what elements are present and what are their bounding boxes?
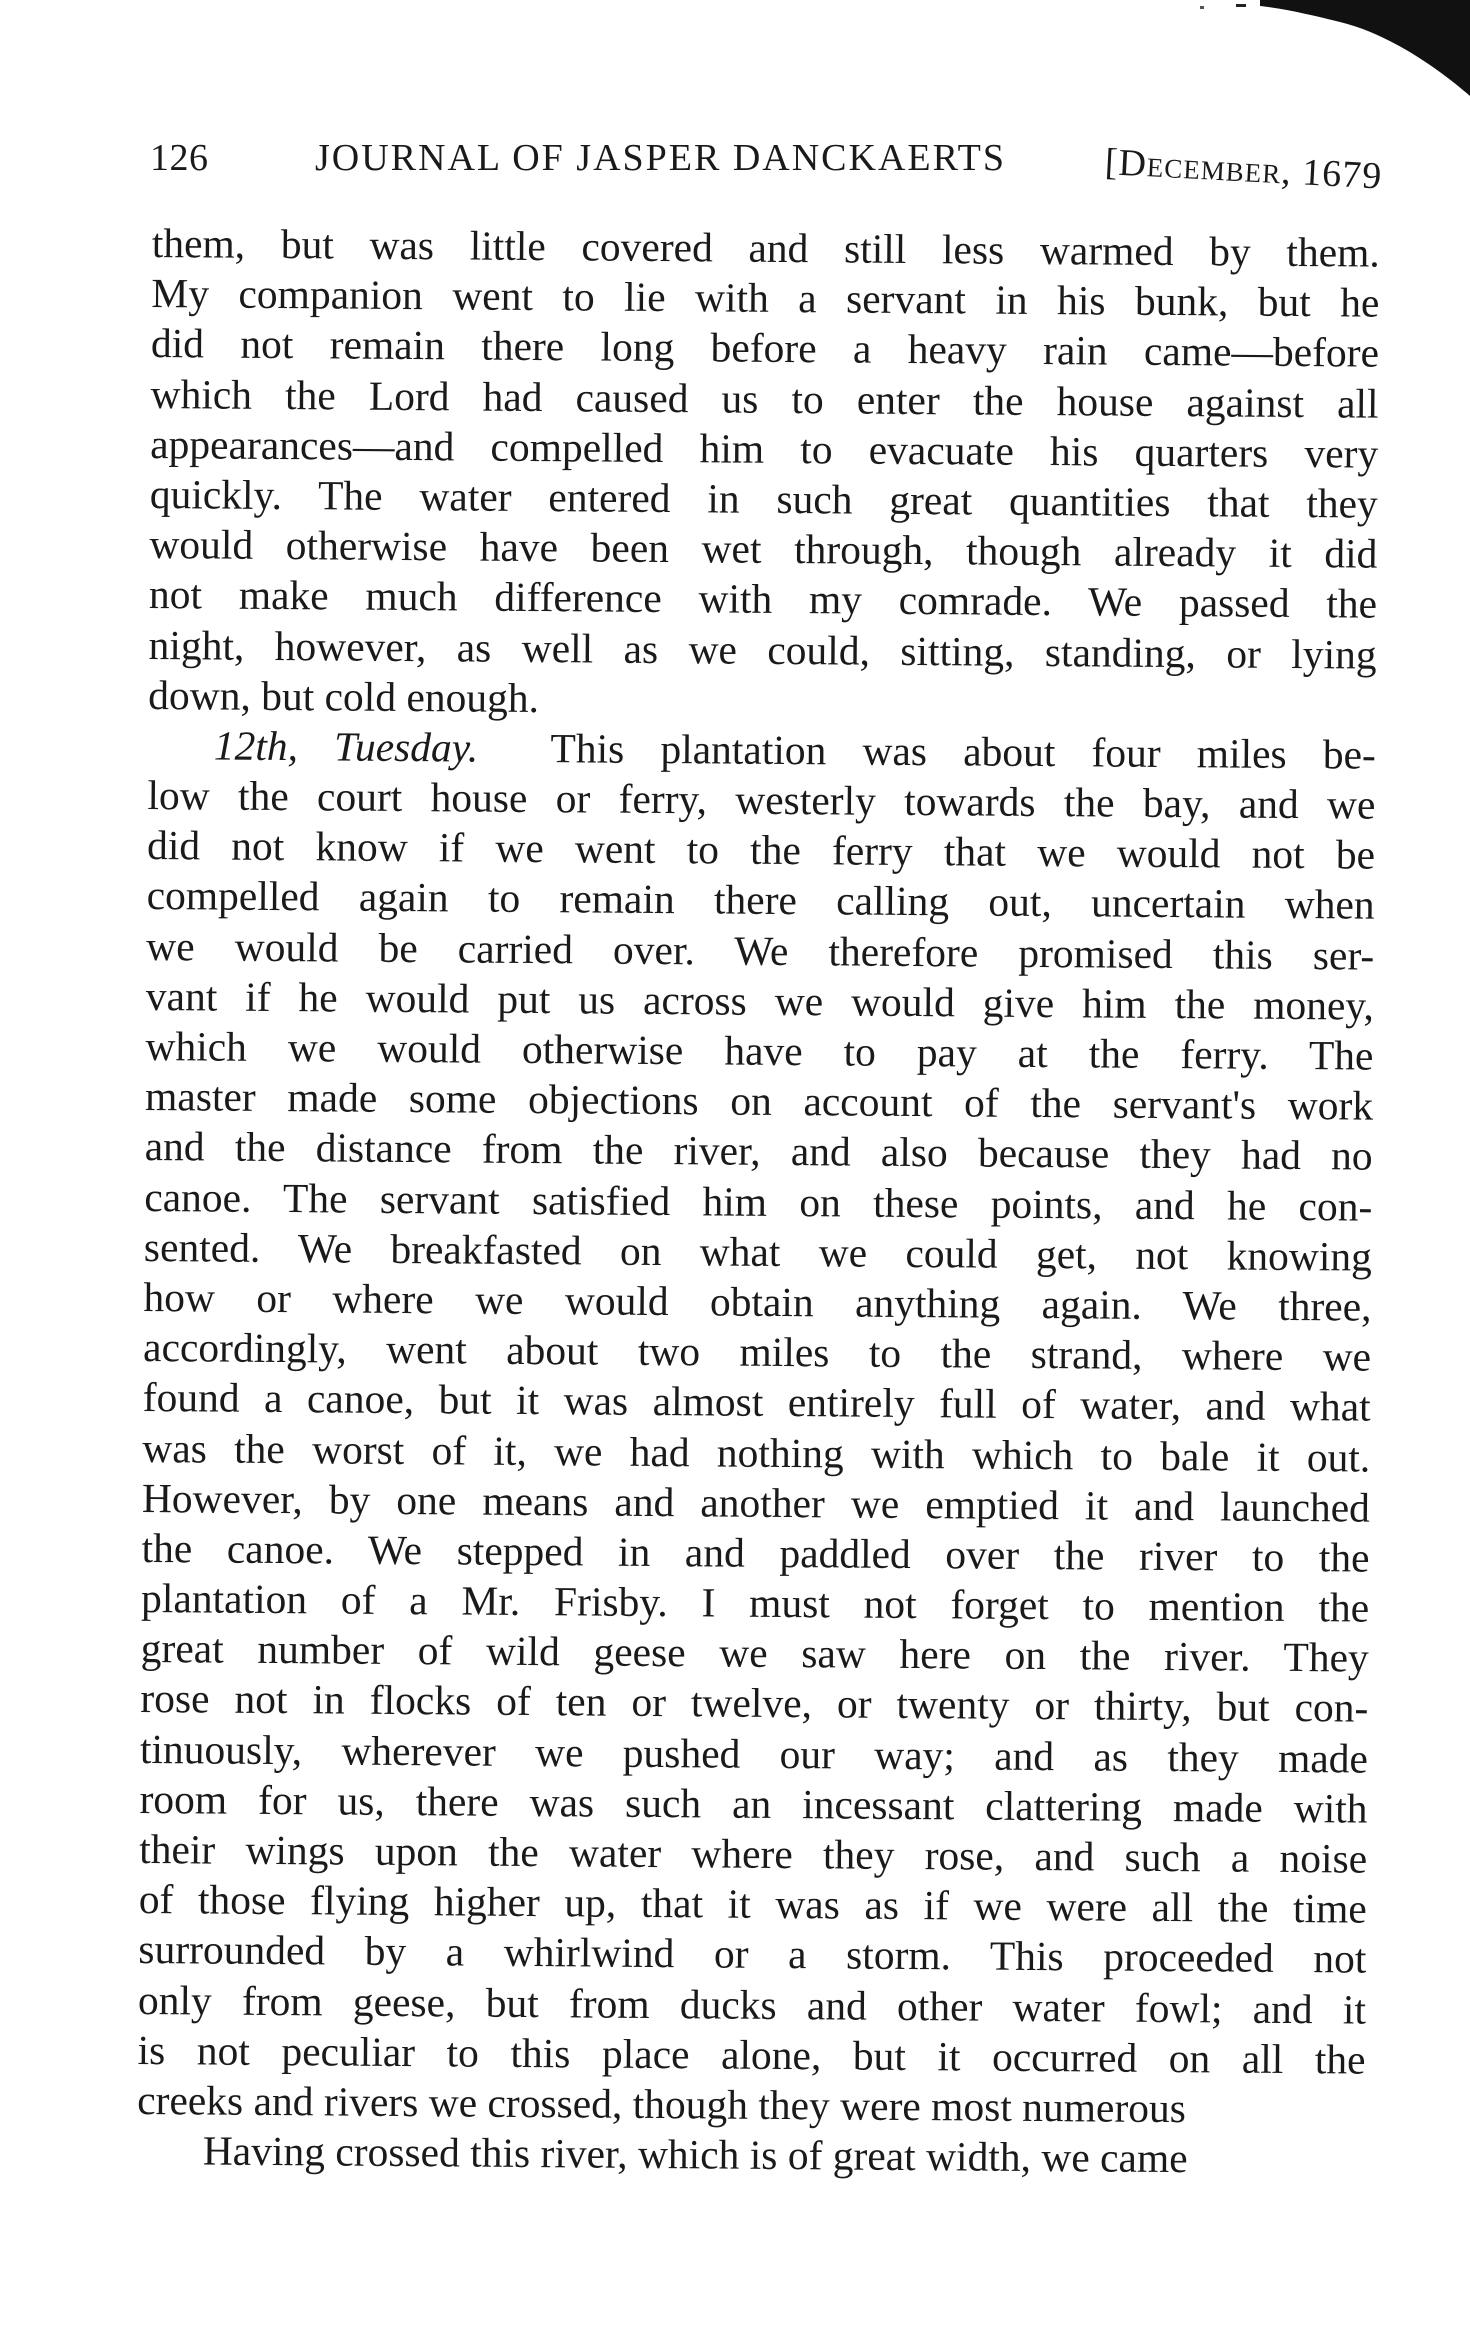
text-line: was the worst of it, we had nothing with which to bale it out.	[142, 1424, 1371, 1481]
paragraph-start-line: Having crossed this river, which is of great width, we came	[202, 2127, 1188, 2182]
text-line: their wings upon the water where they rose, and such a noise	[139, 1825, 1368, 1882]
header-date: [December, 1679	[1103, 141, 1384, 198]
text-line: tinuously, wherever we pushed our way; and as they made	[139, 1725, 1369, 1782]
text-line: did not know if we went to the ferry that we would not be	[146, 822, 1376, 878]
text-line: plantation of a Mr. Frisby. I must not forget to mention the	[140, 1575, 1370, 1631]
text-line: how or where we would obtain anything again. We three,	[143, 1273, 1372, 1330]
text-line: master made some objections on account of the servant's work	[144, 1073, 1374, 1129]
text-line: sented. We breakfasted on what we could get, not knowing	[143, 1223, 1373, 1280]
text-line: which we would otherwise have to pay at the ferry. The	[145, 1022, 1374, 1079]
page-number: 126	[150, 137, 209, 179]
text-line: and the distance from the river, and also because they had no	[144, 1123, 1373, 1179]
text-line: low the court house or ferry, westerly towards the bay, and we	[147, 772, 1376, 828]
text-line: only from geese, but from ducks and other water fowl; and it	[137, 1976, 1367, 2033]
body-text	[137, 218, 1380, 2185]
running-header	[150, 128, 1390, 198]
text-line: down, but cold enough.	[148, 671, 540, 721]
text-line: which the Lord had caused us to enter the house against all	[150, 370, 1379, 427]
text-line: we would be carried over. We therefore promised this ser-	[146, 922, 1375, 979]
text-line: creeks and rivers we crossed, though they were most numerous	[137, 2076, 1187, 2132]
text-line: of those flying higher up, that it was as if we were all the time	[138, 1876, 1367, 1932]
text-line: found a canoe, but it was almost entirely full of water, and what	[142, 1374, 1371, 1430]
text-line: My companion went to lie with a servant in his bunk, but he	[151, 270, 1380, 326]
text-line: vant if he would put us across we would give him the money,	[145, 972, 1375, 1029]
text-line: not make much difference with my comrade. We passed the	[148, 571, 1378, 627]
text-line: them, but was little covered and still less warmed by them.	[151, 219, 1380, 276]
text-line: the canoe. We stepped in and paddled over the river to the	[141, 1524, 1370, 1581]
text-line: appearances—and compelled him to evacuate his quarters very	[150, 420, 1379, 477]
text-line: rose not in flocks of ten or twelve, or twenty or thirty, but con-	[140, 1675, 1369, 1732]
text-line: surrounded by a whirlwind or a storm. This proceeded not	[138, 1926, 1367, 1982]
text-line: did not remain there long before a heavy rain came—before	[150, 320, 1380, 377]
scan-edge-shadow	[1140, 0, 1470, 110]
running-title: JOURNAL OF JASPER DANCKAERTS	[315, 137, 1007, 179]
text-line: room for us, there was such an incessant clattering made with	[139, 1775, 1368, 1832]
text-line: compelled again to remain there calling out, uncertain when	[146, 872, 1375, 929]
text-line: great number of wild geese we saw here on the river. They	[140, 1625, 1369, 1681]
text-fragment: This plantation was about four miles be-	[550, 725, 1376, 778]
entry-date: 12th, Tuesday.	[213, 722, 479, 771]
text-line: accordingly, went about two miles to the strand, where we	[142, 1324, 1372, 1380]
text-line: However, by one means and another we emptied it and launched	[141, 1474, 1371, 1531]
text-line: is not peculiar to this place alone, but it occurred on all the	[137, 2026, 1366, 2083]
text-line: would otherwise have been wet through, though already it did	[149, 521, 1378, 577]
text-line: night, however, as well as we could, sitting, standing, or lying	[148, 621, 1377, 678]
text-line: quickly. The water entered in such great quantities that they	[149, 470, 1378, 527]
text-line: canoe. The servant satisfied him on these points, and he con-	[144, 1173, 1373, 1230]
